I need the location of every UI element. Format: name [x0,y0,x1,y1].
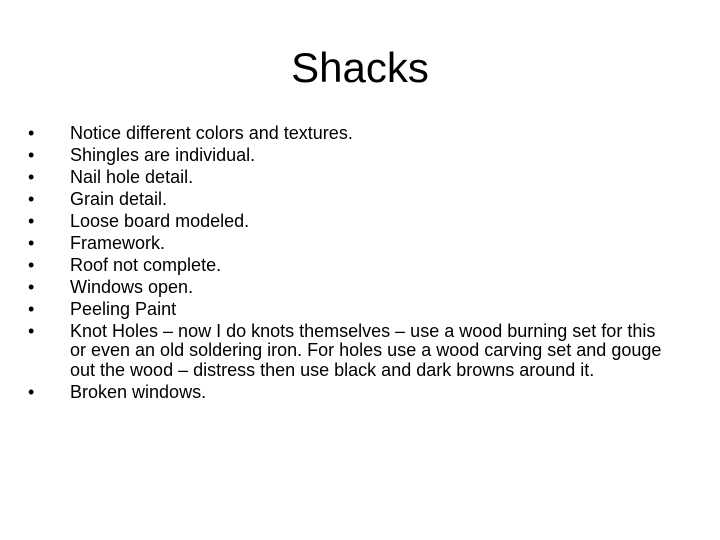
bullet-dot-icon: • [28,145,35,165]
bullet-text: Shingles are individual. [70,145,256,165]
bullet-text: Loose board modeled. [70,211,250,231]
bullet-text: Notice different colors and textures. [70,123,353,143]
bullet-dot-icon: • [28,189,35,209]
bullet-item [28,322,668,380]
slide-title: Shacks [291,44,429,91]
bullet-text: Windows open. [70,277,194,297]
bullet-dot-icon: • [28,277,35,297]
bullet-item [28,256,668,275]
bullet-text: Grain detail. [70,189,168,209]
bullet-dot-icon: • [28,255,35,275]
bullet-dot-icon: • [28,123,35,143]
bullet-item [28,212,668,231]
bullet-text: Peeling Paint [70,299,177,319]
bullet-item [28,383,668,402]
bullet-dot-icon: • [28,321,35,341]
bullet-dot-icon: • [28,381,35,402]
bullet-item [28,124,668,143]
bullet-dot-icon: • [28,233,35,253]
bullet-dot-icon: • [28,299,35,319]
bullet-item [28,190,668,209]
bullet-text: Broken windows. [70,381,207,402]
bullet-text: Knot Holes – now I do knots themselves – use a wood burning set for this or even an old soldering iron. For holes use a wood carving set and gouge out the wood – distress then use black and dark browns around it. [70,321,662,380]
bullet-dot-icon: • [28,167,35,187]
bullet-text: Nail hole detail. [70,167,194,187]
bullet-item [28,278,668,297]
bullet-list [28,124,668,405]
bullet-text: Framework. [70,233,166,253]
bullet-item [28,300,668,319]
bullet-dot-icon: • [28,211,35,231]
bullet-text: Roof not complete. [70,255,222,275]
bullet-item [28,146,668,165]
bullet-item [28,234,668,253]
bullet-item [28,168,668,187]
